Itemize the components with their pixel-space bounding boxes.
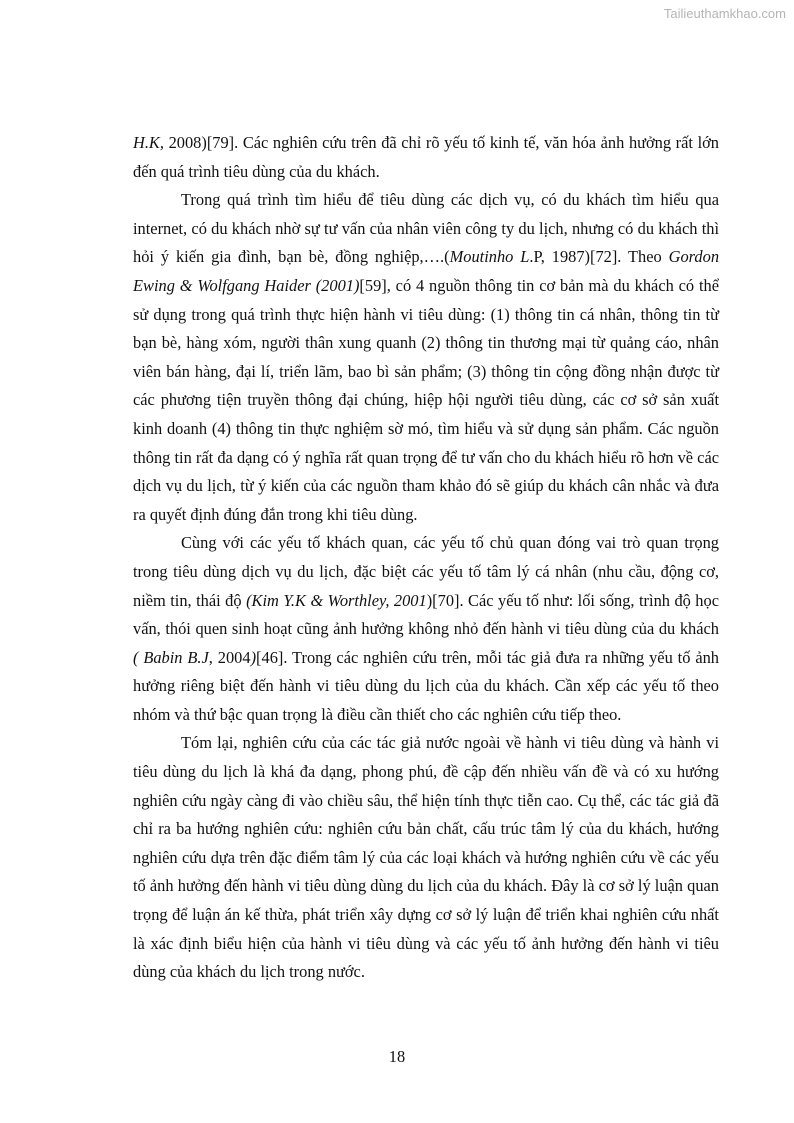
body-paragraph <box>133 186 719 529</box>
body-paragraph <box>133 529 719 729</box>
citation-italic-text: Moutinho L <box>449 247 530 267</box>
paragraph-text: 2008)[79]. Các nghiên cứu trên đã chỉ rõ yếu tố kinh tế, văn hóa ảnh hưởng rất lớn đến quá trình tiêu dùng của du khách. <box>133 133 719 181</box>
paragraph-text: Cùng với các yếu tố khách quan, các yếu tố chủ quan đóng vai trò quan trọng trong tiêu dùng dịch vụ du lịch, đặc biệt các yếu tố tâm lý cá nhân (nhu cầu, động cơ, niềm tin, thái độ <box>133 533 719 610</box>
paragraph-text: .P, 1987)[72]. Theo <box>529 247 669 267</box>
citation-italic-text: ( Babin B.J <box>133 647 209 667</box>
document-body <box>133 129 719 987</box>
paragraph-text: [59], có 4 nguồn thông tin cơ bản mà du khách có thể sử dụng trong quá trình thực hiện hành vi tiêu dùng: (1) thông tin cá nhân, thông tin từ bạn bè, hàng xóm, người thân xung quanh (2) thông tin thương mại từ quảng cáo, nhân viên bán hàng, đại lí, triển lãm, bao bì sản phẩm; (3) thông tin cộng đồng nhận được từ các phương tiện truyền thông đại chúng, hiệp hội người tiêu dùng, các cơ sở sản xuất kinh doanh (4) thông tin thực nghiệm sờ mó, tìm hiểu và sử dụng sản phẩm. Các nguồn thông tin rất đa dạng có ý nghĩa rất quan trọng để tư vấn cho du khách hiểu rõ hơn về các dịch vụ du lịch, từ ý kiến của các nguồn tham khảo đó sẽ giúp du khách cân nhắc và đưa ra quyết định đúng đắn trong khi tiêu dùng. <box>133 275 719 524</box>
citation-italic-text: H.K, <box>133 133 164 152</box>
watermark-text: Tailieuthamkhao.com <box>663 6 786 21</box>
citation-italic-text: (Kim Y.K & Worthley, 2001 <box>246 590 427 610</box>
paragraph-text: , 2004 <box>208 647 251 667</box>
citation-italic-text: Gordon Ewing & Wolfgang Haider (2001) <box>133 247 720 295</box>
paragraph-text: [46]. Trong các nghiên cứu trên, mỗi tác giả đưa ra những yếu tố ảnh hưởng riêng biệt đến hành vi tiêu dùng du lịch của du khách. Cần xếp các yếu tố theo nhóm và thứ bậc quan trọng là điều cần thiết cho các nghiên cứu tiếp theo. <box>133 647 719 724</box>
body-paragraph <box>133 729 719 986</box>
paragraph-text: Tóm lại, nghiên cứu của các tác giả nước ngoài về hành vi tiêu dùng và hành vi tiêu dùng du lịch là khá đa dạng, phong phú, đề cập đến nhiều vấn đề và có xu hướng nghiên cứu ngày càng đi vào chiều sâu, thể hiện tính thực tiễn cao. Cụ thể, các tác giả đã chỉ ra ba hướng nghiên cứu: nghiên cứu bản chất, cấu trúc tâm lý của du khách, hướng nghiên cứu dựa trên đặc điểm tâm lý của các loại khách và hướng nghiên cứu về các yếu tố ảnh hưởng đến hành vi tiêu dùng dùng du lịch của du khách. Đây là cơ sở lý luận quan trọng để luận án kế thừa, phát triển xây dựng cơ sở lý luận để triển khai nghiên cứu nhất là xác định biểu hiện của hành vi tiêu dùng và các yếu tố ảnh hưởng đến hành vi tiêu dùng của khách du lịch trong nước. <box>133 733 719 982</box>
paragraph-text: Trong quá trình tìm hiểu để tiêu dùng các dịch vụ, có du khách tìm hiểu qua internet, có du khách nhờ sự tư vấn của nhân viên công ty du lịch, nhưng có du khách thì hỏi ý kiến gia đình, bạn bè, đồng nghiệp,….( <box>133 190 719 267</box>
citation-italic-text: ) <box>250 647 257 667</box>
paragraph-text: )[70]. Các yếu tố như: lối sống, trình độ học vấn, thói quen sinh hoạt cũng ảnh hưởng không nhỏ đến hành vi tiêu dùng của du khách <box>133 590 719 639</box>
page-number: 18 <box>388 1047 406 1066</box>
body-paragraph <box>133 129 719 186</box>
